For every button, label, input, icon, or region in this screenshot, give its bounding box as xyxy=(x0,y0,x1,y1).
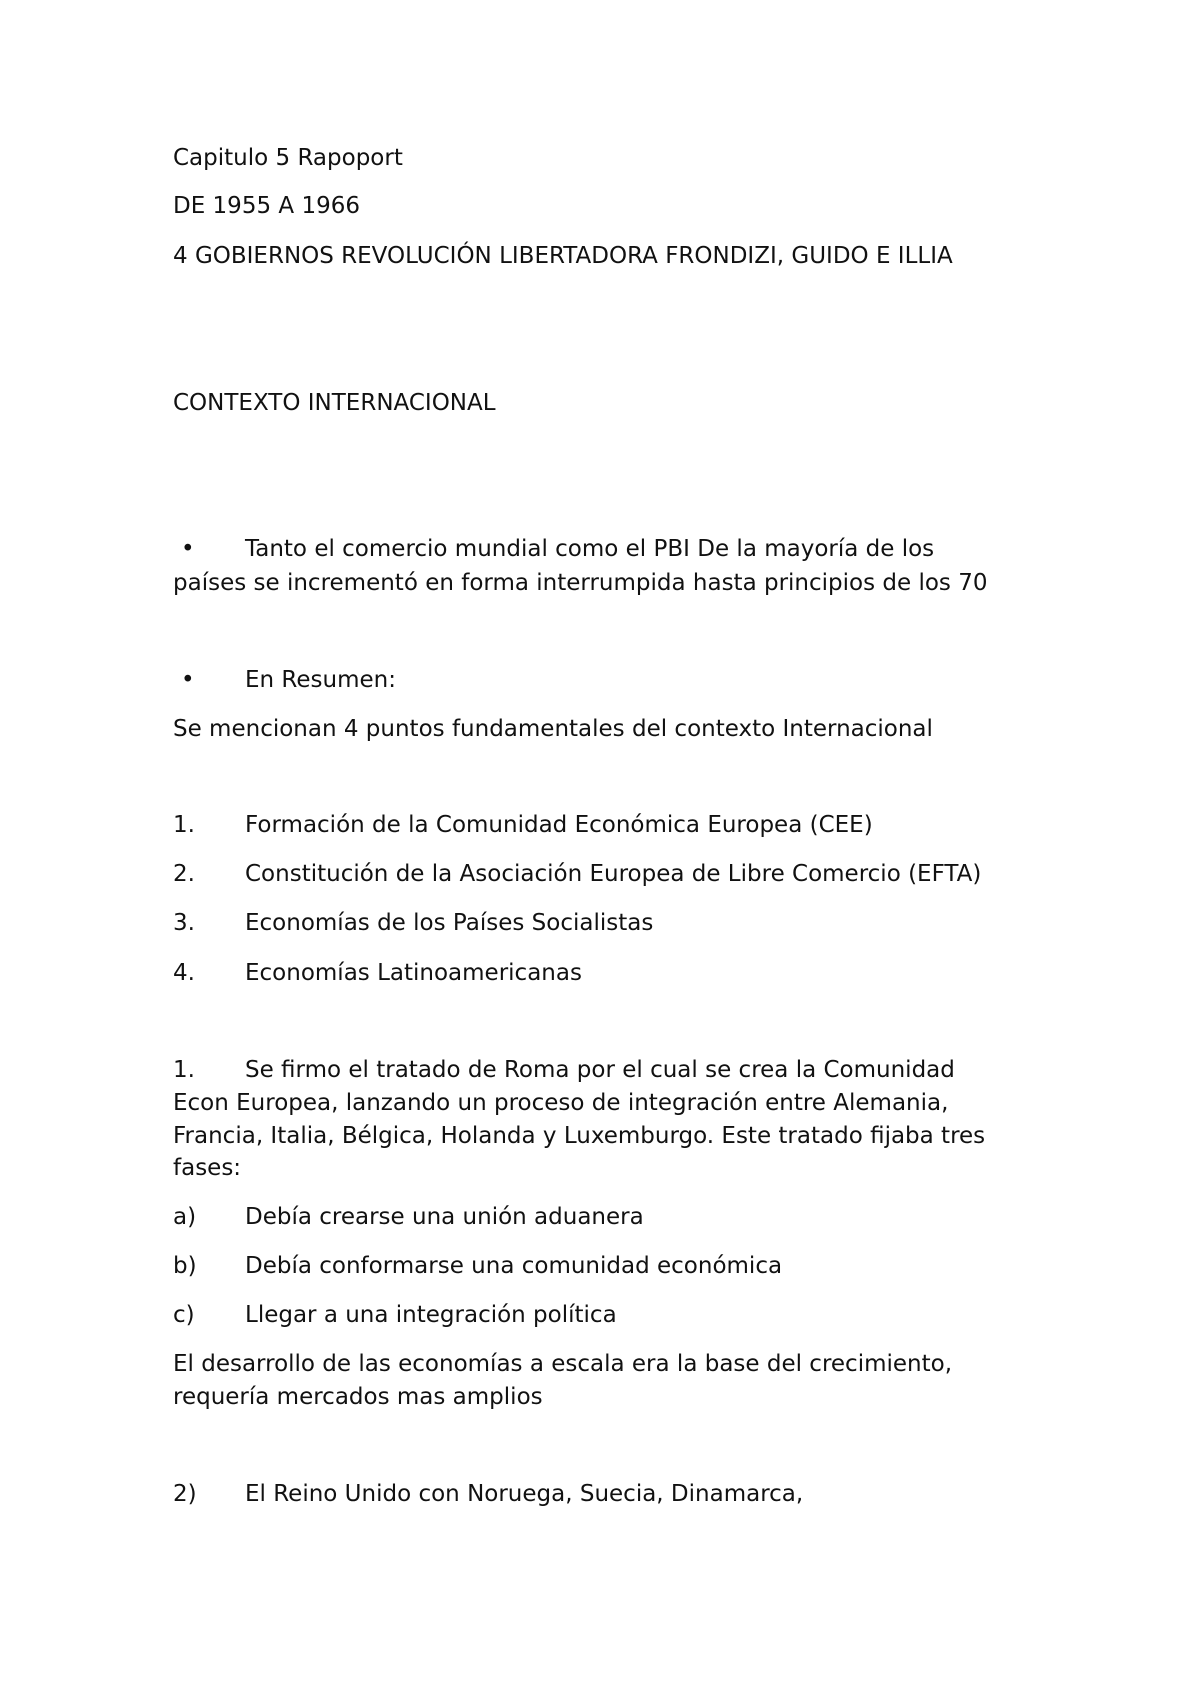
list-marker: c) xyxy=(173,1302,195,1328)
paragraph-line: Francia, Italia, Bélgica, Holanda y Luxemburgo. Este tratado fijaba tres xyxy=(173,1123,986,1149)
list-marker: a) xyxy=(173,1204,197,1230)
list-marker: 2. xyxy=(173,861,195,887)
list-marker: 4. xyxy=(173,960,195,986)
list-item: Economías de los Países Socialistas xyxy=(245,910,654,936)
list-marker: 3. xyxy=(173,910,195,936)
period-line: DE 1955 A 1966 xyxy=(173,193,360,219)
paragraph-line: requería mercados mas amplios xyxy=(173,1384,543,1410)
bullet-text-line: países se incrementó en forma interrumpida hasta principios de los 70 xyxy=(173,570,988,596)
list-item: Debía crearse una unión aduanera xyxy=(245,1204,644,1230)
bullet-text-line: En Resumen: xyxy=(245,667,396,693)
list-item: Debía conformarse una comunidad económica xyxy=(245,1253,783,1279)
paragraph-line: Se firmo el tratado de Roma por el cual se crea la Comunidad xyxy=(245,1057,955,1083)
summary-intro: Se mencionan 4 puntos fundamentales del contexto Internacional xyxy=(173,716,933,742)
paragraph-line: Econ Europea, lanzando un proceso de integración entre Alemania, xyxy=(173,1090,949,1116)
paragraph-line: El Reino Unido con Noruega, Suecia, Dinamarca, xyxy=(245,1481,804,1507)
bullet-marker: • xyxy=(181,536,195,562)
section-heading: CONTEXTO INTERNACIONAL xyxy=(173,390,496,416)
list-item: Formación de la Comunidad Económica Europea (CEE) xyxy=(245,812,873,838)
list-marker: b) xyxy=(173,1253,197,1279)
governments-line: 4 GOBIERNOS REVOLUCIÓN LIBERTADORA FRONDIZI, GUIDO E ILLIA xyxy=(173,243,953,269)
list-marker: 2) xyxy=(173,1481,197,1507)
list-marker: 1. xyxy=(173,1057,195,1083)
paragraph-line: fases: xyxy=(173,1155,242,1181)
list-item: Economías Latinoamericanas xyxy=(245,960,582,986)
bullet-text-line: Tanto el comercio mundial como el PBI De la mayoría de los xyxy=(245,536,935,562)
document-title: Capitulo 5 Rapoport xyxy=(173,145,403,171)
paragraph-line: El desarrollo de las economías a escala era la base del crecimiento, xyxy=(173,1351,953,1377)
list-item: Constitución de la Asociación Europea de Libre Comercio (EFTA) xyxy=(245,861,982,887)
list-marker: 1. xyxy=(173,812,195,838)
list-item: Llegar a una integración política xyxy=(245,1302,617,1328)
bullet-marker: • xyxy=(181,667,195,693)
